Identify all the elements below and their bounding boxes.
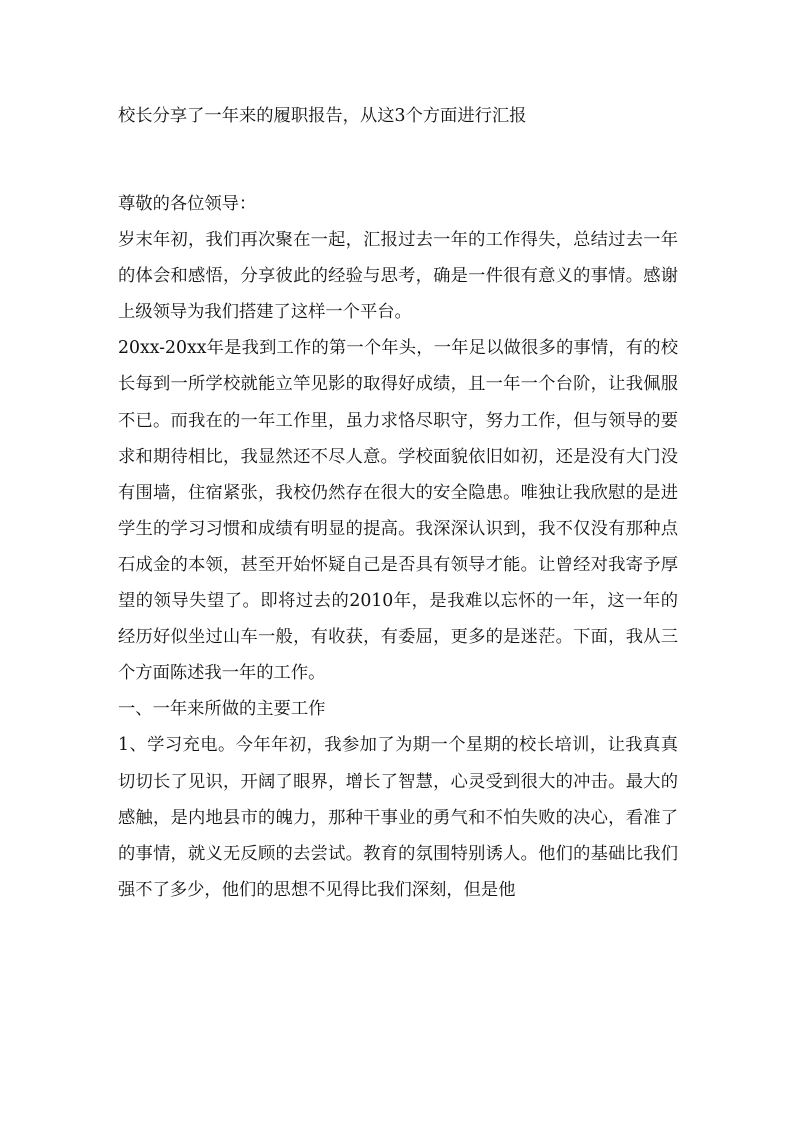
section-heading: 一、一年来所做的主要工作 (118, 699, 326, 720)
document-title: 校长分享了一年来的履职报告，从这3个方面进行汇报 (118, 106, 527, 126)
document-page (118, 100, 678, 908)
spacer (118, 132, 678, 186)
paragraph-intro: 岁末年初，我们再次聚在一起，汇报过去一年的工作得失，总结过去一年的体会和感悟，分享彼此的经验与思考，确是一件很有意义的事情。感谢上级领导为我们搭建了这样一个平台。 (118, 230, 678, 323)
paragraph-review: 20xx-20xx年是我到工作的第一个年头，一年足以做很多的事情，有的校长每到一所学校就能立竿见影的取得好成绩，且一年一个台阶，让我佩服不已。而我在的一年工作里，虽力求恪尽职守，努力工作，但与领导的要求和期待相比，我显然还不尽人意。学校面貌依旧如初，还是没有大门没有围墙，住宿紧张，我校仍然存在很大的安全隐患。唯独让我欣慰的是进学生的学习习惯和成绩有明显的提高。我深深认识到，我不仅没有那种点石成金的本领，甚至开始怀疑自己是否具有领导才能。让曾经对我寄予厚望的领导失望了。即将过去的2010年，是我难以忘怀的一年，这一年的经历好似坐过山车一般，有收获，有委屈，更多的是迷茫。下面，我从三个方面陈述我一年的工作。 (118, 338, 678, 684)
paragraph-study: 1、学习充电。今年年初，我参加了为期一个星期的校长培训，让我真真切切长了见识，开阔了眼界，增长了智慧，心灵受到很大的冲击。最大的感触，是内地县市的魄力，那种干事业的勇气和不怕失败的决心，看准了的事情，就义无反顾的去尝试。教育的氛围特别诱人。他们的基础比我们强不了多少，他们的思想不见得比我们深刻，但是他 (118, 735, 678, 900)
salutation: 尊敬的各位领导： (118, 194, 257, 214)
